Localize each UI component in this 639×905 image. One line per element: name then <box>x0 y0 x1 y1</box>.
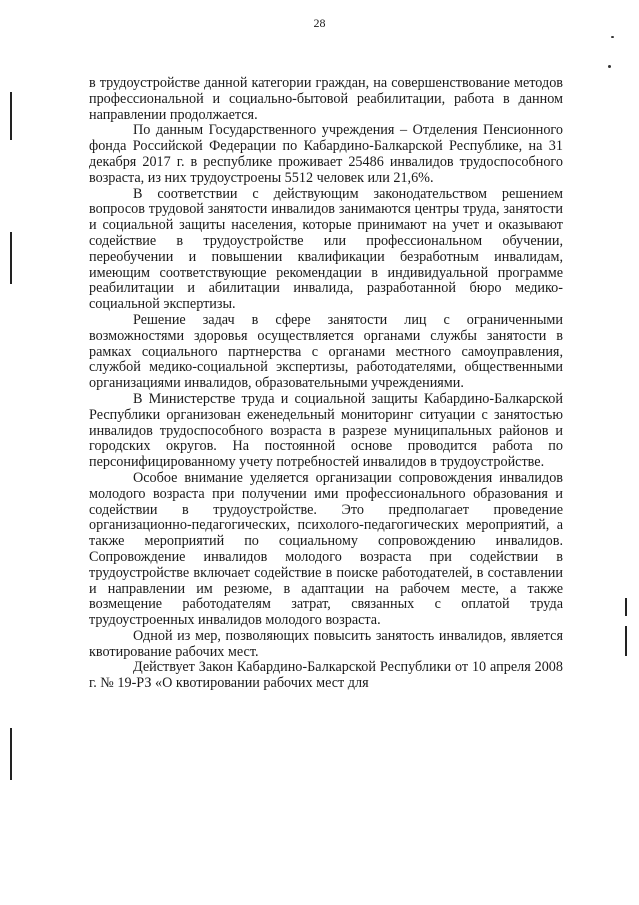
page-number: 28 <box>313 16 326 30</box>
paragraph: В соответствии с действующим законодательством решением вопросов трудовой занятости инвалидов занимаются центры труда, занятости и социальной защиты населения, которые принимают на учет и оказывают содействие в трудоустройстве или профессиональном обучении, переобучении и повышении квалификации безработным инвалидам, имеющим соответствующие рекомендации в индивидуальной программе реабилитации и абилитации инвалида, разработанной бюро медико-социальной экспертизы. <box>89 185 563 313</box>
left-margin-mark <box>10 92 12 140</box>
paragraph: По данным Государственного учреждения – Отделения Пенсионного фонда Российской Федерации по Кабардино-Балкарской Республике, на 31 декабря 2017 г. в республике проживает 25486 инвалидов трудоспособного возраста, из них трудоустроены 5512 человек или 21,6%. <box>89 122 563 186</box>
paragraph-continuation: в трудоустройстве данной категории граждан, на совершенствование методов профессиональной и социально-бытовой реабилитации, работа в данном направлении продолжается. <box>89 75 563 123</box>
right-margin-mark <box>625 626 627 656</box>
paragraph: Особое внимание уделяется организации сопровождения инвалидов молодого возраста при получении ими профессионального образования и содействии в трудоустройстве. Это предполагает проведение организационно-педагогических, психолого-педагогических мероприятий, а также мероприятий по социальному сопровождению инвалидов. Сопровождение инвалидов молодого возраста при содействии в трудоустройстве включает содействие в поиске работодателей, в составлении и направлении им резюме, в адаптации на рабочем месте, а также возмещение работодателям затрат, связанных с оплатой труда трудоустроенных инвалидов молодого возраста. <box>89 469 563 629</box>
paragraph: Решение задач в сфере занятости лиц с ограниченными возможностями здоровья осуществляется органами службы занятости в рамках социального партнерства с органами местного самоуправления, службой медико-социальной экспертизы, работодателями, общественными организациями инвалидов, образовательными учреждениями. <box>89 311 563 392</box>
left-margin-mark <box>10 728 12 780</box>
paragraph: Одной из мер, позволяющих повысить занятость инвалидов, является квотирование рабочих мест. <box>89 627 563 660</box>
right-margin-mark <box>625 598 627 616</box>
scan-speck <box>608 65 611 68</box>
left-margin-mark <box>10 232 12 284</box>
paragraph: В Министерстве труда и социальной защиты Кабардино-Балкарской Республики организован еженедельный мониторинг ситуации с занятостью инвалидов трудоспособного возраста в разрезе муниципальных районов и городских округов. На постоянной основе проводится работа по персонифицированному учету потребностей инвалидов в трудоустройстве. <box>89 390 563 471</box>
document-body <box>89 76 563 692</box>
paragraph: Действует Закон Кабардино-Балкарской Республики от 10 апреля 2008 г. № 19-РЗ «О квотировании рабочих мест для <box>89 659 563 692</box>
scan-speck <box>611 36 614 38</box>
